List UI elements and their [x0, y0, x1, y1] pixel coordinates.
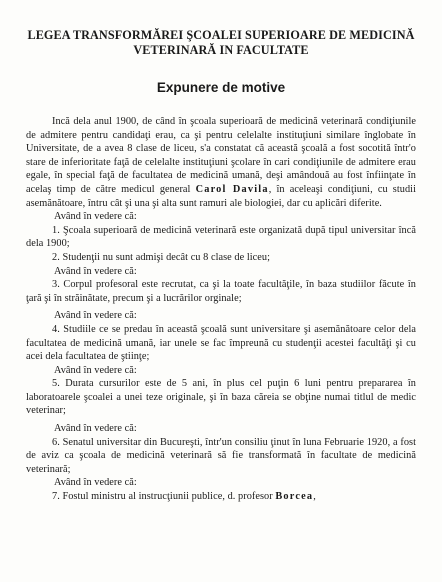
intro-text-b: , în aceleaşi condiţiuni, cu studii asemănătoare, întru cât şi una şi alta sunt ramuri ale biologiei, dar cu aplicări diferite. [26, 183, 416, 209]
item-7-person-name: Borcea [275, 491, 314, 503]
item-3: 3. Corpul profesoral este recrutat, ca şi la toate facultăţile, în baza studiilor făcute în ţară şi în străinătate, precum şi a lucrărilor orginale; [26, 279, 416, 304]
item-5: 5. Durata cursurilor este de 5 ani, în plus cel puţin 6 luni pentru prepararea în laboratoarele şcoalei a unei teze originale, şi în baza căreia se obţine numai titlul de medic veterinar; [26, 378, 416, 417]
document-title [26, 28, 416, 58]
item-7-text-a: 7. Fostul ministru al instrucţiunii publice, d. profesor [52, 491, 276, 503]
item-2: 2. Studenţii nu sunt admişi decât cu 8 clase de liceu; [52, 251, 271, 263]
item-7-text-b: , [313, 491, 316, 503]
intro-person-name: Carol Davila [195, 183, 269, 195]
item-7 [26, 490, 416, 504]
item-4: 4. Studiile ce se predau în această şcoală sunt universitare şi asemănătoare celor dela facultatea de medicină umană, iar unele se fac împreună cu studenţii acestei facultăţi şi cu acei dela facultatea de ştiinţe; [26, 323, 416, 363]
title-line-2: VETERINARĂ IN FACULTATE [133, 43, 309, 57]
considering-line: Având în vedere că: [54, 364, 137, 376]
intro-paragraph [26, 115, 416, 210]
considering-line: Având în vedere că: [54, 310, 137, 322]
item-1: 1. Şcoala superioară de medicină veterinară este organizată după tipul universitar încă dela 1900; [26, 224, 416, 250]
considering-line: Având în vedere că: [54, 211, 137, 223]
title-line-1: LEGEA TRANSFORMĂREI ŞCOALEI SUPERIOARE DE MEDICINĂ [27, 28, 415, 42]
considering-line: Având în vedere că: [54, 477, 137, 489]
considering-line: Având în vedere că: [54, 423, 137, 435]
item-6: 6. Senatul universitar din Bucureşti, într'un consiliu ţinut în luna Februarie 1920, a fost de aviz ca şcoala de medicină veterinară să fie transformată în facultate de medicină veterinară; [26, 436, 416, 475]
document-body [26, 115, 416, 504]
considering-line: Având în vedere că: [54, 265, 137, 277]
section-heading: Expunere de motive [156, 80, 286, 95]
intro-text-a: Incă dela anul 1900, de când în şcoala superioară de medicină veterinară condiţiunile de admitere pentru candidaţi erau, ca şi pentru celelalte instituţiuni similare înglobate în Universitate, de a avea 8 clase de liceu, s'a constatat că această şcoală a fost socotită într'o stare de inferioritate faţă de celelalte instituţiuni şcolare în cari condiţiunile de admitere erau egale, în special faţă de facultatea de medicină umană, deşi amândouă au fost înfiinţate în acelaş timp de către medicul general [26, 116, 416, 195]
